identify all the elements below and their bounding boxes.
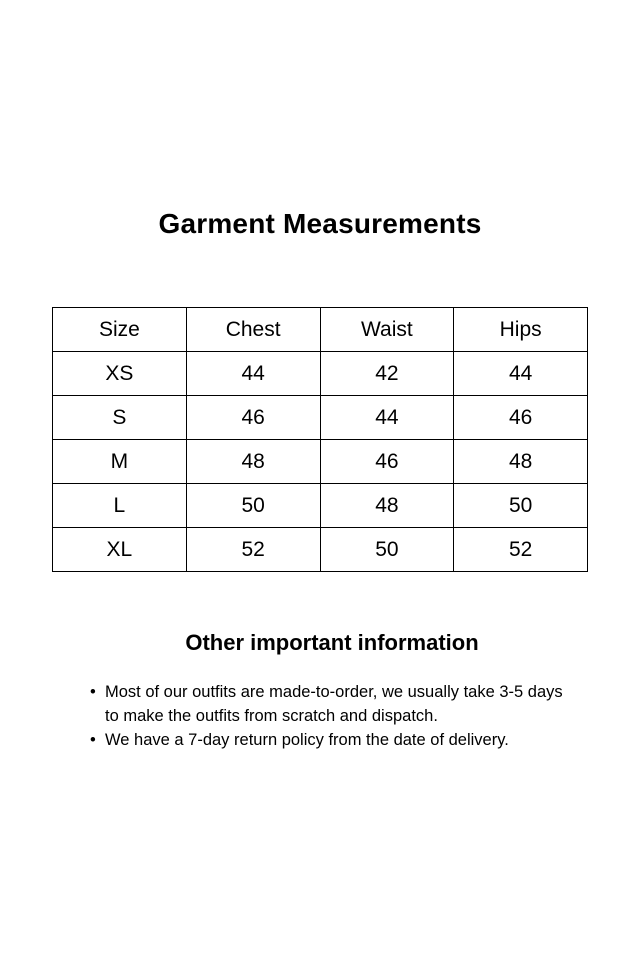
size-cell: S	[53, 396, 187, 440]
table-header-row	[53, 308, 588, 352]
chest-cell: 52	[186, 528, 320, 572]
list-item	[88, 680, 568, 728]
table-row	[53, 396, 588, 440]
column-header-hips: Hips	[454, 308, 588, 352]
hips-cell: 52	[454, 528, 588, 572]
measurements-table	[52, 307, 588, 572]
page-title: Garment Measurements	[158, 208, 482, 239]
waist-cell: 44	[320, 396, 454, 440]
list-item	[88, 728, 568, 752]
size-cell: L	[53, 484, 187, 528]
chest-cell: 48	[186, 440, 320, 484]
hips-cell: 46	[454, 396, 588, 440]
table-row	[53, 440, 588, 484]
table-row	[53, 352, 588, 396]
column-header-waist: Waist	[320, 308, 454, 352]
hips-cell: 44	[454, 352, 588, 396]
chest-cell: 50	[186, 484, 320, 528]
size-cell: XS	[53, 352, 187, 396]
chest-cell: 46	[186, 396, 320, 440]
hips-cell: 48	[454, 440, 588, 484]
size-cell: XL	[53, 528, 187, 572]
list-item-text: We have a 7-day return policy from the date of delivery.	[105, 731, 509, 749]
info-list	[88, 680, 568, 752]
chest-cell: 44	[186, 352, 320, 396]
table-row	[53, 528, 588, 572]
waist-cell: 48	[320, 484, 454, 528]
size-cell: M	[53, 440, 187, 484]
info-heading: Other important information	[185, 630, 479, 655]
list-item-text: Most of our outfits are made-to-order, we usually take 3-5 days to make the outfits from scratch and dispatch.	[105, 683, 563, 725]
waist-cell: 50	[320, 528, 454, 572]
table-row	[53, 484, 588, 528]
hips-cell: 50	[454, 484, 588, 528]
bullet-icon: •	[90, 683, 96, 701]
waist-cell: 46	[320, 440, 454, 484]
column-header-size: Size	[53, 308, 187, 352]
waist-cell: 42	[320, 352, 454, 396]
bullet-icon: •	[90, 731, 96, 749]
column-header-chest: Chest	[186, 308, 320, 352]
